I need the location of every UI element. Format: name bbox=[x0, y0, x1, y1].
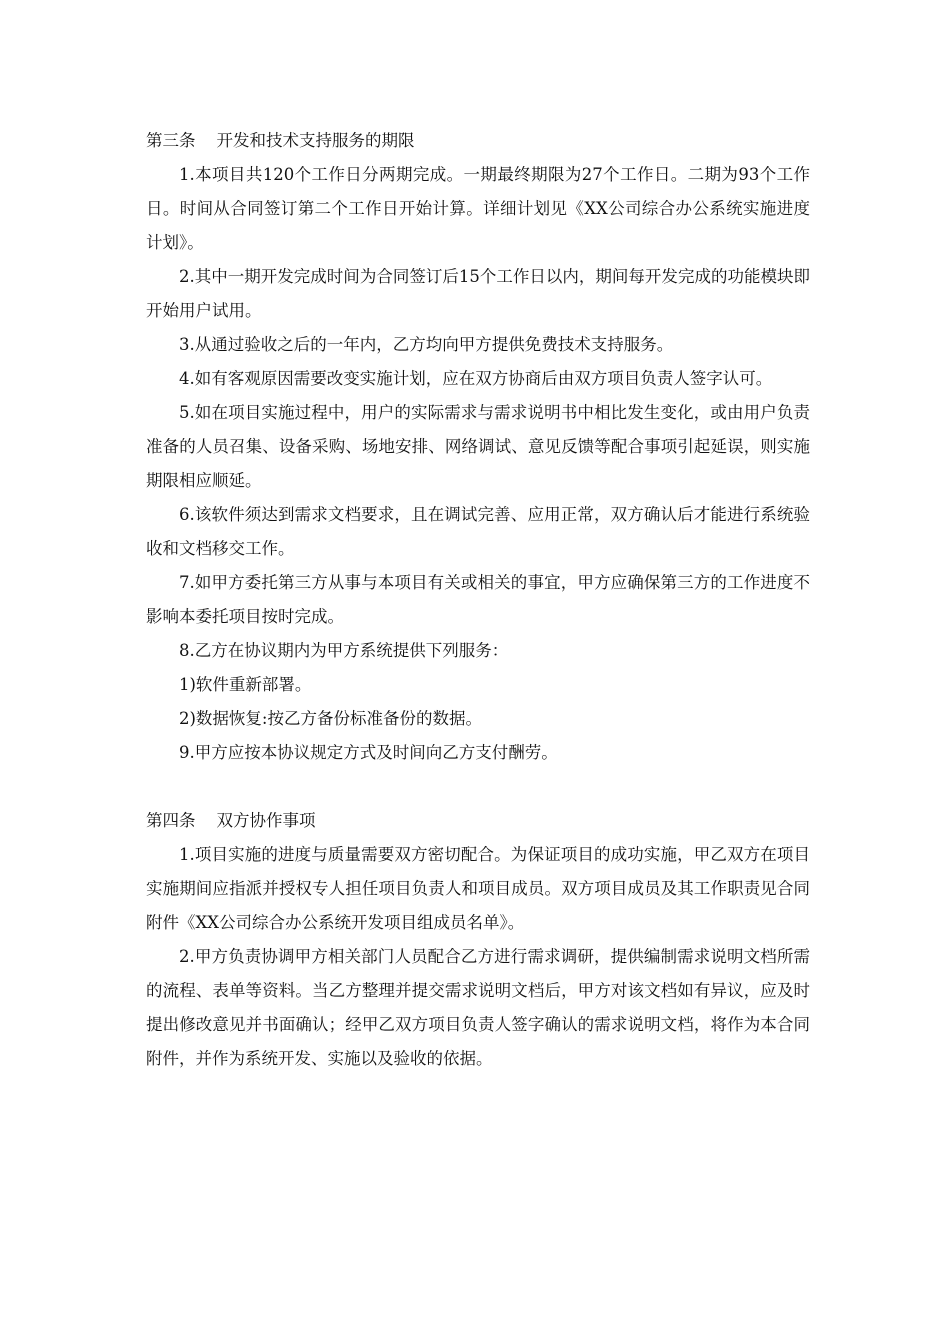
section-3-clause-3: 3.从通过验收之后的一年内，乙方均向甲方提供免费技术支持服务。 bbox=[179, 335, 674, 354]
document-page bbox=[146, 124, 810, 1076]
section-3-clause-8-item-1: 1)软件重新部署。 bbox=[179, 675, 312, 694]
section-3-clause-8: 8.乙方在协议期内为甲方系统提供下列服务： bbox=[179, 641, 509, 660]
section-3-clause-8-item-2: 2)数据恢复:按乙方备份标准备份的数据。 bbox=[179, 709, 482, 728]
section-3-clause-9: 9.甲方应按本协议规定方式及时间向乙方支付酬劳。 bbox=[179, 743, 558, 762]
section-spacer bbox=[146, 770, 810, 804]
section-3-clause-5: 5.如在项目实施过程中，用户的实际需求与需求说明书中相比发生变化，或由用户负责准备的人员召集、设备采购、场地安排、网络调试、意见反馈等配合事项引起延误，则实施期限相应顺延。 bbox=[146, 403, 810, 490]
section-4-clause-1: 1.项目实施的进度与质量需要双方密切配合。为保证项目的成功实施，甲乙双方在项目实施期间应指派并授权专人担任项目负责人和项目成员。双方项目成员及其工作职责见合同附件《XX公司综合办公系统开发项目组成员名单》。 bbox=[146, 845, 810, 932]
section-3-clause-4: 4.如有客观原因需要改变实施计划，应在双方协商后由双方项目负责人签字认可。 bbox=[179, 369, 773, 388]
section-4-clause-2: 2.甲方负责协调甲方相关部门人员配合乙方进行需求调研，提供编制需求说明文档所需的流程、表单等资料。当乙方整理并提交需求说明文档后，甲方对该文档如有异议，应及时提出修改意见并书面确认；经甲乙双方项目负责人签字确认的需求说明文档，将作为本合同附件，并作为系统开发、实施以及验收的依据。 bbox=[146, 947, 810, 1068]
section-3-clause-6: 6.该软件须达到需求文档要求，且在调试完善、应用正常，双方确认后才能进行系统验收和文档移交工作。 bbox=[146, 505, 810, 558]
section-3-clause-2: 2.其中一期开发完成时间为合同签订后15个工作日以内，期间每开发完成的功能模块即开始用户试用。 bbox=[146, 267, 810, 320]
section-3-clause-7: 7.如甲方委托第三方从事与本项目有关或相关的事宜，甲方应确保第三方的工作进度不影响本委托项目按时完成。 bbox=[146, 573, 810, 626]
section-4-title: 第四条 双方协作事项 bbox=[146, 811, 316, 830]
section-3-title: 第三条 开发和技术支持服务的期限 bbox=[146, 131, 415, 150]
section-3-clause-1: 1.本项目共120个工作日分两期完成。一期最终期限为27个工作日。二期为93个工作日。时间从合同签订第二个工作日开始计算。详细计划见《XX公司综合办公系统实施进度计划》。 bbox=[146, 165, 810, 252]
